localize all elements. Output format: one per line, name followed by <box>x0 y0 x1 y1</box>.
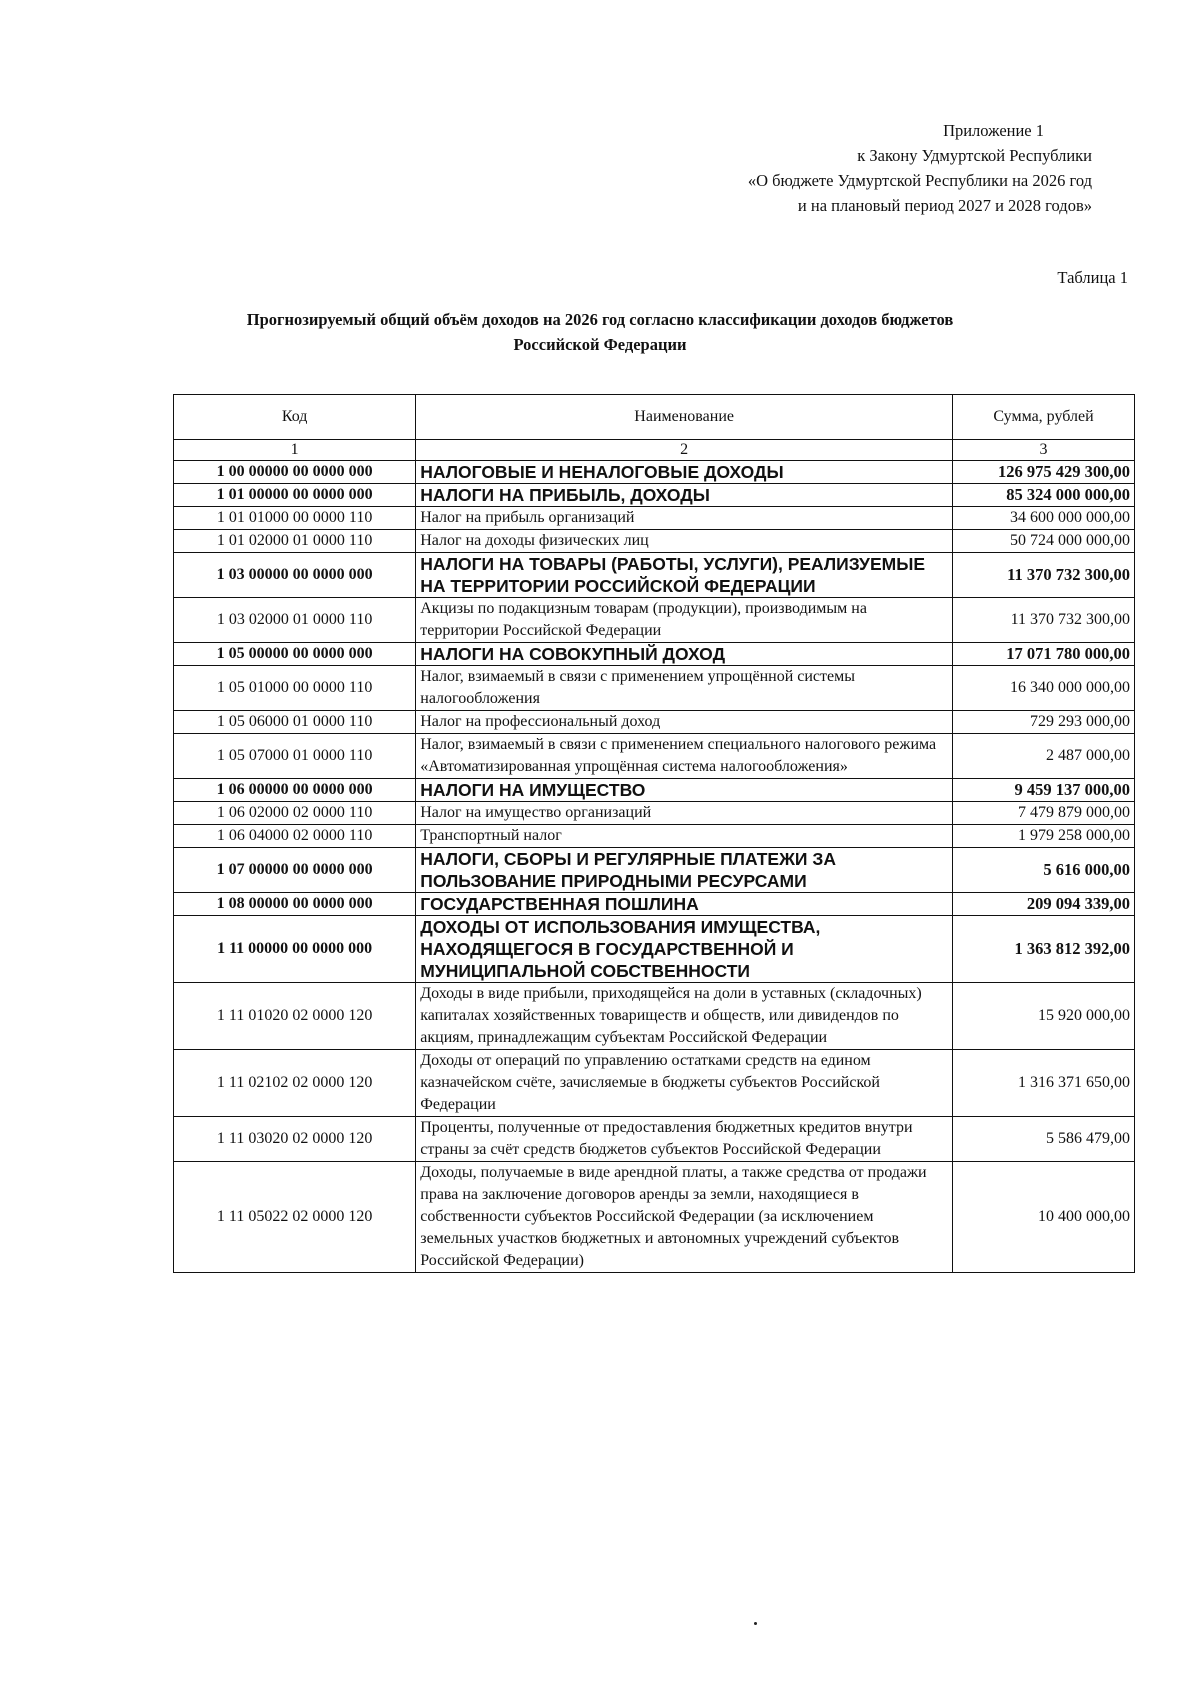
cell-name: НАЛОГИ, СБОРЫ И РЕГУЛЯРНЫЕ ПЛАТЕЖИ ЗА ПОЛЬЗОВАНИЕ ПРИРОДНЫМИ РЕСУРСАМИ <box>416 848 953 893</box>
income-table <box>173 394 1135 1273</box>
cell-name: Налог на профессиональный доход <box>416 711 953 734</box>
cell-sum: 729 293 000,00 <box>953 711 1135 734</box>
cell-name: Доходы, получаемые в виде арендной платы, а также средства от продажи права на заключение договоров аренды за земли, находящиеся в собственности субъектов Российской Федерации (за исключением земельных участков бюджетных и автономных учреждений субъектов Российской Федерации) <box>416 1162 953 1273</box>
cell-sum: 5 586 479,00 <box>953 1117 1135 1162</box>
column-number-row <box>174 440 1135 461</box>
table-row <box>174 779 1135 802</box>
table-row <box>174 1117 1135 1162</box>
table-row <box>174 1162 1135 1273</box>
cell-name: Транспортный налог <box>416 825 953 848</box>
cell-name: Налог на прибыль организаций <box>416 507 953 530</box>
column-number: 3 <box>953 440 1135 461</box>
cell-name: Доходы в виде прибыли, приходящейся на доли в уставных (складочных) капиталах хозяйственных товариществ и обществ, или дивидендов по акциям, принадлежащим субъектам Российской Федерации <box>416 983 953 1050</box>
table-row <box>174 734 1135 779</box>
table-row <box>174 484 1135 507</box>
cell-sum: 16 340 000 000,00 <box>953 666 1135 711</box>
table-row <box>174 825 1135 848</box>
page-title-line-2: Российской Федерации <box>513 335 687 354</box>
table-row <box>174 530 1135 553</box>
cell-sum: 2 487 000,00 <box>953 734 1135 779</box>
cell-sum: 11 370 732 300,00 <box>953 598 1135 643</box>
table-row <box>174 916 1135 983</box>
header-code: Код <box>174 395 416 440</box>
cell-name: ГОСУДАРСТВЕННАЯ ПОШЛИНА <box>416 893 953 916</box>
table-row <box>174 643 1135 666</box>
cell-code: 1 05 06000 01 0000 110 <box>174 711 416 734</box>
cell-code: 1 00 00000 00 0000 000 <box>174 461 416 484</box>
cell-sum: 10 400 000,00 <box>953 1162 1135 1273</box>
table-row <box>174 553 1135 598</box>
cell-sum: 15 920 000,00 <box>953 983 1135 1050</box>
cell-sum: 85 324 000 000,00 <box>953 484 1135 507</box>
page-title-line-1: Прогнозируемый общий объём доходов на 2026 год согласно классификации доходов бюджетов <box>246 310 954 329</box>
cell-code: 1 11 05022 02 0000 120 <box>174 1162 416 1273</box>
cell-code: 1 05 00000 00 0000 000 <box>174 643 416 666</box>
scan-speck <box>754 1622 757 1625</box>
cell-sum: 17 071 780 000,00 <box>953 643 1135 666</box>
header-sum: Сумма, рублей <box>953 395 1135 440</box>
column-number: 1 <box>174 440 416 461</box>
cell-sum: 209 094 339,00 <box>953 893 1135 916</box>
cell-sum: 50 724 000 000,00 <box>953 530 1135 553</box>
appendix-law-ref: к Закону Удмуртской Республики <box>857 146 1092 165</box>
cell-name: Налог, взимаемый в связи с применением упрощённой системы налогообложения <box>416 666 953 711</box>
cell-name: Налог, взимаемый в связи с применением специального налогового режима «Автоматизированная упрощённая система налогообложения» <box>416 734 953 779</box>
cell-code: 1 05 07000 01 0000 110 <box>174 734 416 779</box>
cell-code: 1 06 00000 00 0000 000 <box>174 779 416 802</box>
cell-name: Проценты, полученные от предоставления бюджетных кредитов внутри страны за счёт средств бюджетов субъектов Российской Федерации <box>416 1117 953 1162</box>
cell-name: НАЛОГИ НА ПРИБЫЛЬ, ДОХОДЫ <box>416 484 953 507</box>
cell-code: 1 07 00000 00 0000 000 <box>174 848 416 893</box>
cell-sum: 5 616 000,00 <box>953 848 1135 893</box>
cell-sum: 1 316 371 650,00 <box>953 1050 1135 1117</box>
table-row <box>174 848 1135 893</box>
table-row <box>174 461 1135 484</box>
cell-code: 1 11 03020 02 0000 120 <box>174 1117 416 1162</box>
cell-name: НАЛОГИ НА ТОВАРЫ (РАБОТЫ, УСЛУГИ), РЕАЛИЗУЕМЫЕ НА ТЕРРИТОРИИ РОССИЙСКОЙ ФЕДЕРАЦИИ <box>416 553 953 598</box>
cell-name: Налог на имущество организаций <box>416 802 953 825</box>
header-name: Наименование <box>416 395 953 440</box>
cell-code: 1 11 01020 02 0000 120 <box>174 983 416 1050</box>
cell-sum: 1 363 812 392,00 <box>953 916 1135 983</box>
table-row <box>174 983 1135 1050</box>
cell-sum: 11 370 732 300,00 <box>953 553 1135 598</box>
appendix-header <box>748 118 1092 218</box>
cell-code: 1 01 02000 01 0000 110 <box>174 530 416 553</box>
cell-name: Налог на доходы физических лиц <box>416 530 953 553</box>
cell-code: 1 08 00000 00 0000 000 <box>174 893 416 916</box>
cell-code: 1 03 00000 00 0000 000 <box>174 553 416 598</box>
cell-name: Доходы от операций по управлению остатками средств на едином казначейском счёте, зачисляемые в бюджеты субъектов Российской Федерации <box>416 1050 953 1117</box>
cell-code: 1 05 01000 00 0000 110 <box>174 666 416 711</box>
table-label: Таблица 1 <box>1057 268 1128 287</box>
cell-code: 1 11 00000 00 0000 000 <box>174 916 416 983</box>
table-row <box>174 598 1135 643</box>
cell-code: 1 03 02000 01 0000 110 <box>174 598 416 643</box>
table-row <box>174 666 1135 711</box>
cell-name: НАЛОГИ НА СОВОКУПНЫЙ ДОХОД <box>416 643 953 666</box>
appendix-title: Приложение 1 <box>943 121 1044 140</box>
cell-sum: 1 979 258 000,00 <box>953 825 1135 848</box>
cell-code: 1 06 02000 02 0000 110 <box>174 802 416 825</box>
cell-sum: 34 600 000 000,00 <box>953 507 1135 530</box>
cell-sum: 126 975 429 300,00 <box>953 461 1135 484</box>
column-number: 2 <box>416 440 953 461</box>
table-header-row <box>174 395 1135 440</box>
cell-code: 1 01 01000 00 0000 110 <box>174 507 416 530</box>
table-row <box>174 711 1135 734</box>
cell-code: 1 06 04000 02 0000 110 <box>174 825 416 848</box>
table-row <box>174 893 1135 916</box>
table-row <box>174 1050 1135 1117</box>
appendix-law-period: и на плановый период 2027 и 2028 годов» <box>797 196 1092 215</box>
appendix-law-name: «О бюджете Удмуртской Республики на 2026 год <box>747 171 1092 190</box>
cell-name: НАЛОГИ НА ИМУЩЕСТВО <box>416 779 953 802</box>
cell-sum: 9 459 137 000,00 <box>953 779 1135 802</box>
table-row <box>174 507 1135 530</box>
cell-name: ДОХОДЫ ОТ ИСПОЛЬЗОВАНИЯ ИМУЩЕСТВА, НАХОДЯЩЕГОСЯ В ГОСУДАРСТВЕННОЙ И МУНИЦИПАЛЬНОЙ СОБСТВЕННОСТИ <box>416 916 953 983</box>
cell-sum: 7 479 879 000,00 <box>953 802 1135 825</box>
page-title <box>0 307 1200 357</box>
cell-name: НАЛОГОВЫЕ И НЕНАЛОГОВЫЕ ДОХОДЫ <box>416 461 953 484</box>
table-row <box>174 802 1135 825</box>
cell-code: 1 01 00000 00 0000 000 <box>174 484 416 507</box>
cell-name: Акцизы по подакцизным товарам (продукции), производимым на территории Российской Федерации <box>416 598 953 643</box>
cell-code: 1 11 02102 02 0000 120 <box>174 1050 416 1117</box>
